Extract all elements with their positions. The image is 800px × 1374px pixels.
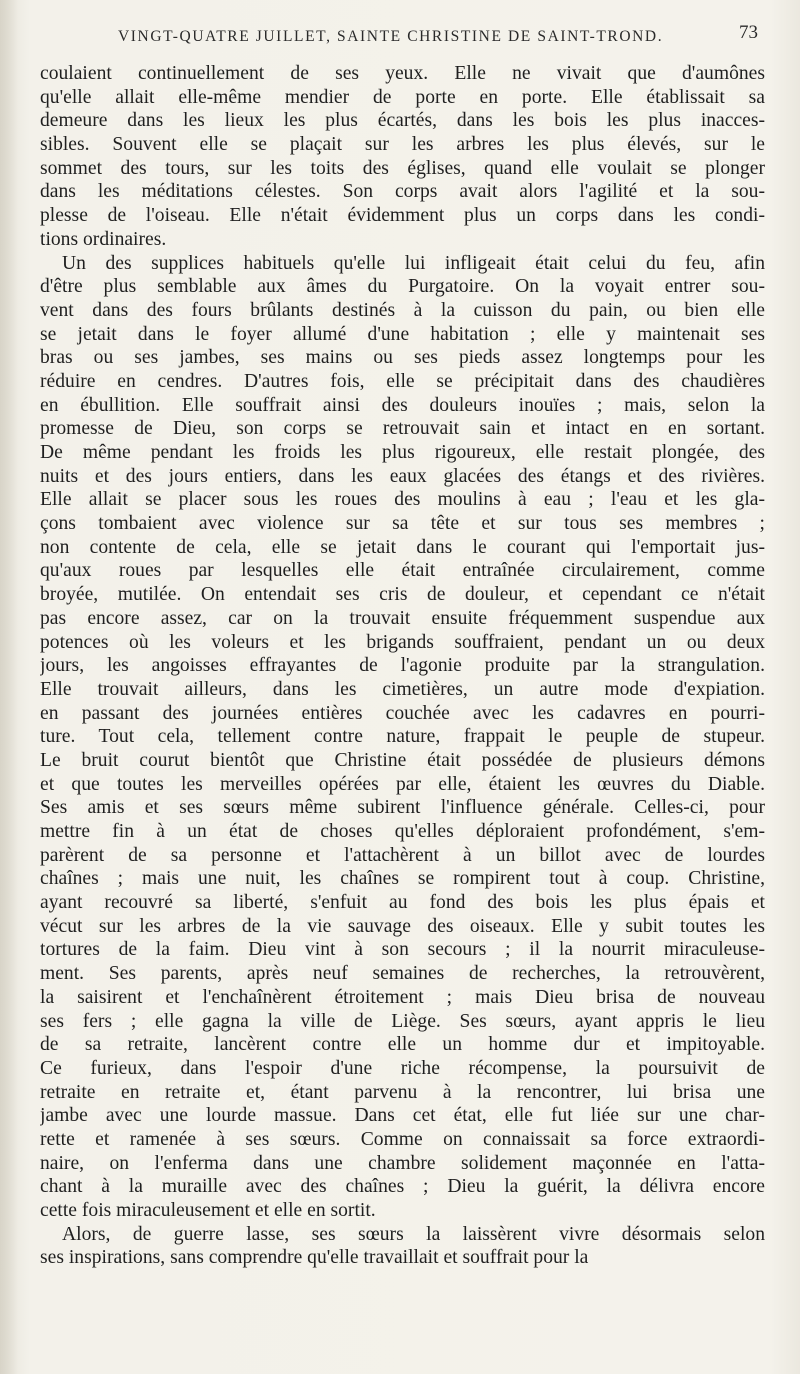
page-gutter-shadow	[0, 0, 18, 1374]
text-line: qu'aux roues par lesquelles elle était entraînée circulairement, comme	[40, 560, 765, 582]
text-line: bras ou ses jambes, ses mains ou ses pieds assez longtemps pour les	[40, 347, 765, 369]
text-line: vent dans des fours brûlants destinés à la cuisson du pain, ou bien elle	[40, 299, 765, 321]
text-line: en passant des journées entières couchée avec les cadavres en pourri-	[40, 702, 765, 724]
running-head: VINGT-QUATRE JUILLET, SAINTE CHRISTINE DE SAINT-TROND.	[118, 28, 664, 45]
text-line: se jetait dans le foyer allumé d'une habitation ; elle y maintenait ses	[40, 323, 765, 345]
text-line: et que toutes les merveilles opérées par elle, étaient les œuvres du Diable.	[40, 773, 765, 795]
text-line: non contente de cela, elle se jetait dans le courant qui l'emportait jus-	[40, 536, 765, 558]
text-line: broyée, mutilée. On entendait ses cris de douleur, et cependant ce n'était	[40, 584, 765, 606]
body-text	[40, 62, 765, 1270]
text-line: chaînes ; mais une nuit, les chaînes se rompirent tout à coup. Christine,	[40, 868, 765, 890]
text-line: cette fois miraculeusement et elle en sortit.	[40, 1200, 376, 1221]
text-line: dans les méditations célestes. Son corps avait alors l'agilité et la sou-	[40, 181, 765, 203]
text-line: Alors, de guerre lasse, ses sœurs la laissèrent vivre désormais selon	[62, 1223, 765, 1245]
page-header	[118, 22, 778, 52]
text-line: potences où les voleurs et les brigands souffraient, pendant un ou deux	[40, 631, 765, 653]
text-line: réduire en cendres. D'autres fois, elle se précipitait dans des chaudières	[40, 370, 765, 392]
text-line: ses inspirations, sans comprendre qu'elle travaillait et souffrait pour la	[40, 1247, 589, 1269]
text-line: demeure dans les lieux les plus écartés, dans les bois les plus inacces-	[40, 110, 765, 132]
text-line: parèrent de sa personne et l'attachèrent à un billot avec de lourdes	[40, 844, 765, 866]
text-line: ment. Ses parents, après neuf semaines de recherches, la retrouvèrent,	[40, 963, 765, 985]
text-line: Elle trouvait ailleurs, dans les cimetières, un autre mode d'expiation.	[40, 678, 765, 700]
text-line: sommet des tours, sur les toits des églises, quand elle voulait se plonger	[40, 157, 765, 179]
text-line: Ses amis et ses sœurs même subirent l'influence générale. Celles-ci, pour	[40, 797, 765, 819]
text-line: rette et ramenée à ses sœurs. Comme on connaissait sa force extraordi-	[40, 1128, 765, 1150]
text-line: tions ordinaires.	[40, 228, 167, 250]
text-line: coulaient continuellement de ses yeux. Elle ne vivait que d'aumônes	[40, 63, 765, 84]
text-line: nuits et des jours entiers, dans les eaux glacées des étangs et des rivières.	[40, 465, 765, 487]
text-line: çons tombaient avec violence sur sa tête et sur tous ses membres ;	[40, 513, 765, 535]
text-line: vécut sur les arbres de la vie sauvage des oiseaux. Elle y subit toutes les	[40, 915, 765, 937]
text-line: ture. Tout cela, tellement contre nature, frappait le peuple de stupeur.	[40, 726, 765, 748]
text-line: Un des supplices habituels qu'elle lui infligeait était celui du feu, afin	[62, 252, 765, 274]
text-line: plesse de l'oiseau. Elle n'était évidemment plus un corps dans les condi-	[40, 205, 765, 227]
text-line: jours, les angoisses effrayantes de l'agonie produite par la strangulation.	[40, 655, 765, 677]
text-line: en ébullition. Elle souffrait ainsi des douleurs inouïes ; mais, selon la	[40, 394, 765, 416]
text-line: chant à la muraille avec des chaînes ; Dieu la guérit, la délivra encore	[40, 1176, 765, 1198]
text-line: Le bruit courut bientôt que Christine était possédée de plusieurs démons	[40, 749, 765, 771]
text-line: Elle allait se placer sous les roues des moulins à eau ; l'eau et les gla-	[40, 489, 765, 511]
text-line: sibles. Souvent elle se plaçait sur les arbres les plus élevés, sur le	[40, 134, 765, 156]
text-line: mettre fin à un état de choses qu'elles déploraient profondément, s'em-	[40, 821, 765, 842]
text-line: jambe avec une lourde massue. Dans cet état, elle fut liée sur une char-	[40, 1105, 765, 1127]
text-line: De même pendant les froids les plus rigoureux, elle restait plongée, des	[40, 442, 765, 463]
text-line: ayant recouvré sa liberté, s'enfuit au fond des bois les plus épais et	[40, 892, 765, 914]
text-line: qu'elle allait elle-même mendier de porte en porte. Elle établissait sa	[40, 86, 765, 108]
page-number: 73	[739, 22, 758, 43]
text-line: pas encore assez, car on la trouvait ensuite fréquemment suspendue aux	[40, 607, 765, 629]
text-line: de sa retraite, lancèrent contre elle un homme dur et impitoyable.	[40, 1034, 765, 1056]
text-line: la saisirent et l'enchaînèrent étroitement ; mais Dieu brisa de nouveau	[40, 986, 765, 1008]
text-line: ses fers ; elle gagna la ville de Liège. Ses sœurs, ayant appris le lieu	[40, 1010, 765, 1032]
text-line: naire, on l'enferma dans une chambre solidement maçonnée en l'atta-	[40, 1152, 765, 1174]
text-line: d'être plus semblable aux âmes du Purgatoire. On la voyait entrer sou-	[40, 276, 765, 298]
text-line: Ce furieux, dans l'espoir d'une riche récompense, la poursuivit de	[40, 1057, 765, 1079]
text-line: promesse de Dieu, son corps se retrouvait sain et intact en en sortant.	[40, 418, 765, 440]
text-line: tortures de la faim. Dieu vint à son secours ; il la nourrit miraculeuse-	[40, 939, 765, 961]
text-line: retraite en retraite et, étant parvenu à la rencontrer, lui brisa une	[40, 1081, 765, 1103]
